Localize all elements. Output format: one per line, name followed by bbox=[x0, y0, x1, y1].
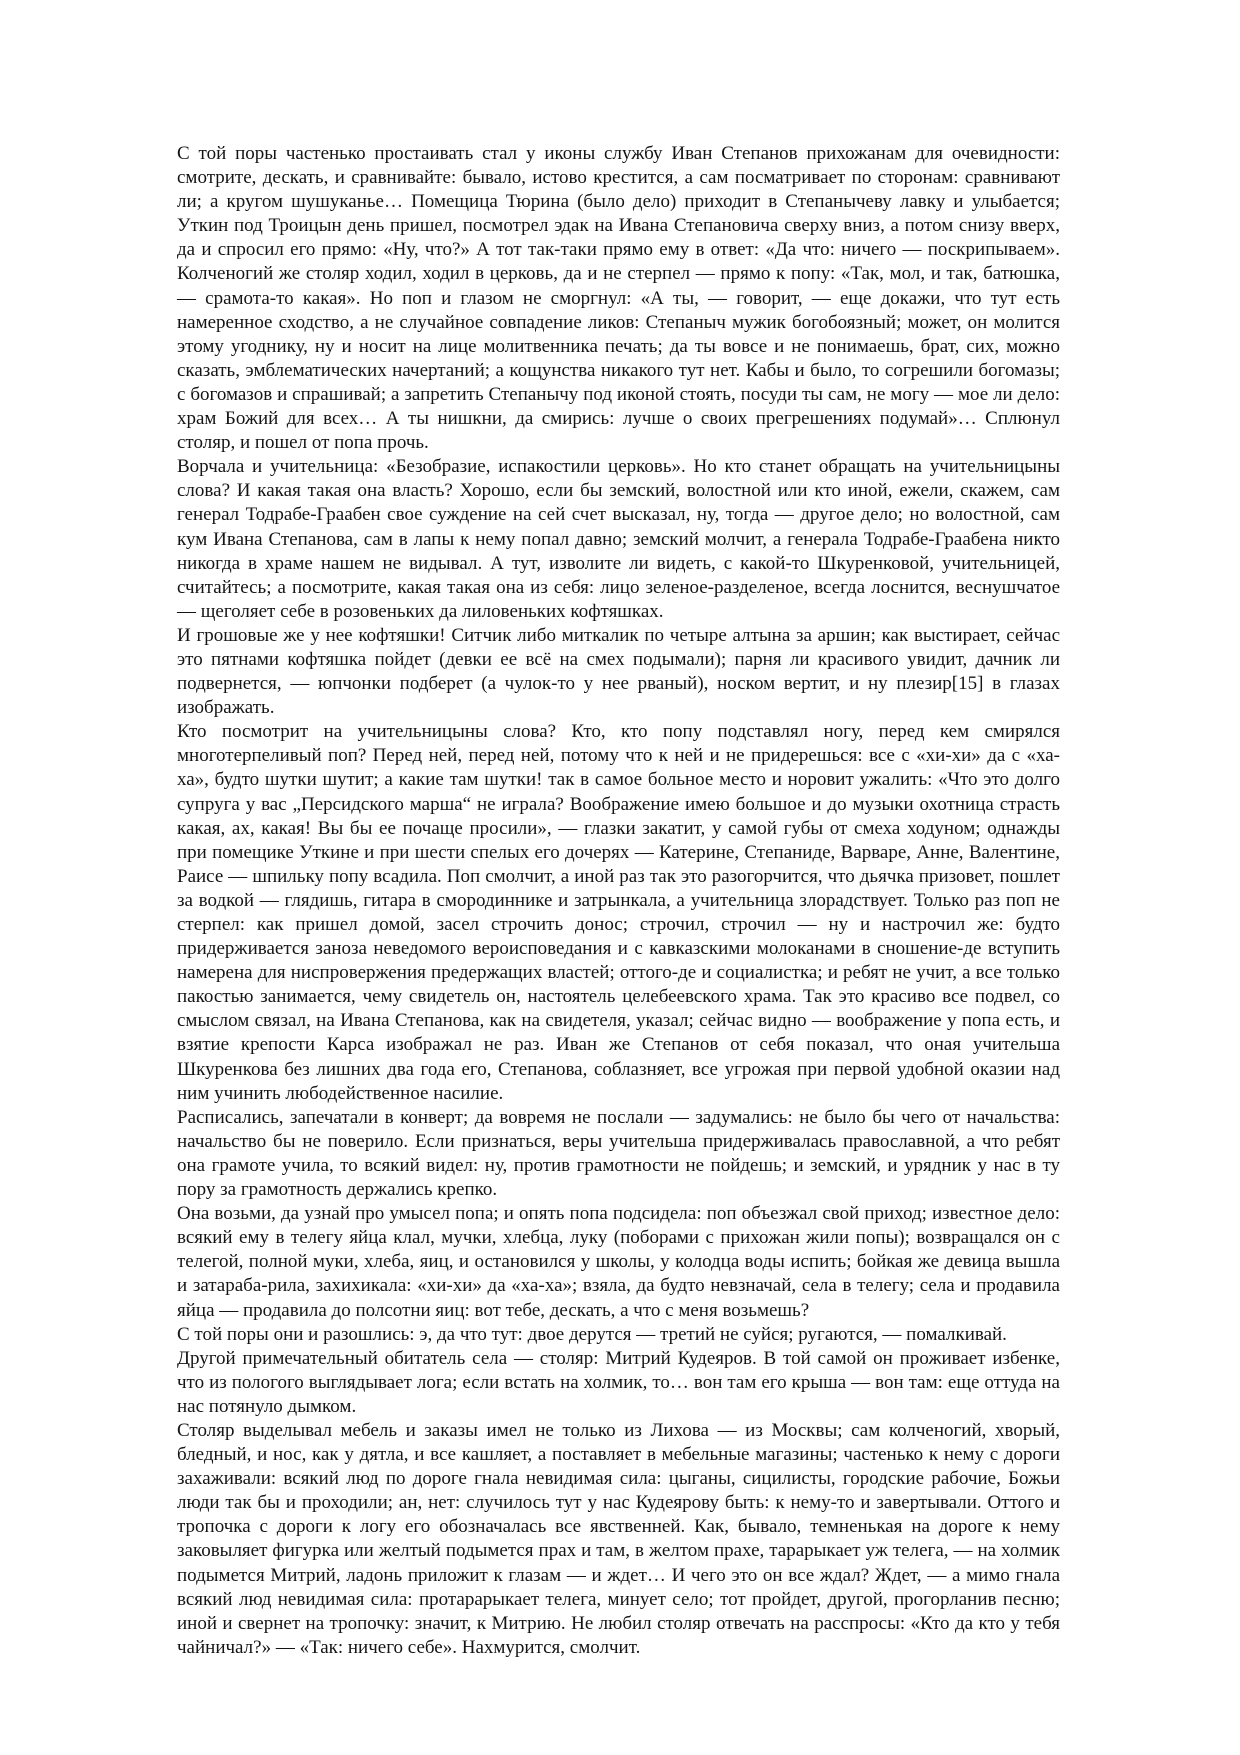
paragraph: Она возьми, да узнай про умысел попа; и опять попа подсидела: поп объезжал свой приход; известное дело: всякий ему в телегу яйца клал, мучки, хлебца, луку (поборами с прихожан жили попы); возвращался он с телегой, полной муки, хлеба, яиц, и остановился у школы, у колодца воды испить; бойкая же девица вышла и затараба-рила, захихикала: «хи-хи» да «ха-ха»; взяла, да будто невзначай, села в телегу; села и продавила яйца — продавила до полсотни яиц: вот тебе, дескать, а что с меня возьмешь? bbox=[177, 1203, 1060, 1321]
paragraph: Другой примечательный обитатель села — столяр: Митрий Кудеяров. В той самой он проживает избенке, что из пологого выглядывает лога; если встать на холмик, то… вон там его крыша — вон там: еще оттуда на нас потянуло дымком. bbox=[177, 1347, 1060, 1417]
paragraph: Кто посмотрит на учительницыны слова? Кто, кто попу подставлял ногу, перед кем смирялся многотерпеливый поп? Перед ней, перед ней, потому что к ней и не придерешься: все с «хи-хи» да с «ха-ха», будто шутки шутит; а какие там шутки! так в самое больное место и норовит ужалить: «Что это долго супруга у вас „Персидского марша“ не играла? Воображение имею большое и до музыки охотница страсть какая, ах, какая! Вы бы ее почаще просили», — глазки закатит, у самой губы от смеха ходуном; однажды при помещике Уткине и при шести спелых его дочерях — Катерине, Степаниде, Варваре, Анне, Валентине, Раисе — шпильку попу всадила. Поп смолчит, а иной раз так это разогорчится, что дьячка призовет, пошлет за водкой — глядишь, гитара в смородиннике и затрынкала, а учительница злорадствует. Только раз поп не стерпел: как пришел домой, засел строчить донос; строчил, строчил — ну и настрочил же: будто придерживается заноза неведомого вероисповедания и с кавказскими молоканами в сношение-де вступить намерена для ниспровержения предержащих властей; оттого-де и социалистка; и ребят не учит, а все только пакостью занимается, чему свидетель он, настоятель целебеевского храма. Так это красиво все подвел, со смыслом связал, на Ивана Степанова, как на свидетеля, указал; сейчас видно — воображение у попа есть, и взятие крепости Карса изображал не раз. Иван же Степанов от себя показал, что оная учительша Шкуренкова без лишних два года его, Степанова, соблазняет, все угрожая при первой удобной оказии над ним учинить любодейственное насилие. bbox=[177, 721, 1060, 1104]
paragraph: Ворчала и учительница: «Безобразие, испакостили церковь». Но кто станет обращать на учительницыны слова? И какая такая она власть? Хорошо, если бы земский, волостной или кто иной, ежели, скажем, сам генерал Тодрабе-Граабен свое суждение на сей счет высказал, ну, тогда — другое дело; но волостной, сам кум Ивана Степанова, сам в лапы к нему попал давно; земский молчит, а генерала Тодрабе-Граабена никто никогда в храме нашем не видывал. А тут, изволите ли видеть, с какой-то Шкуренковой, учительницей, считайтесь; а посмотрите, какая такая она из себя: лицо зеленое-разделеное, всегда лоснится, веснушчатое — щеголяет себе в розовеньких да лиловеньких кофтяшках. bbox=[177, 456, 1060, 622]
paragraph: С той поры они и разошлись: э, да что тут: двое дерутся — третий не суйся; ругаются, — помалкивай. bbox=[177, 1323, 1007, 1345]
document-page bbox=[177, 142, 1060, 1660]
paragraph: Расписались, запечатали в конверт; да вовремя не послали — задумались: не было бы чего от начальства: начальство бы не поверило. Если признаться, веры учительша придерживалась православной, а что ребят она грамоте учила, то всякий видел: ну, против грамотности не пойдешь; и земский, и урядник у нас в ту пору за грамотность держались крепко. bbox=[177, 1106, 1060, 1201]
paragraph: И грошовые же у нее кофтяшки! Ситчик либо миткалик по четыре алтына за аршин; как выстирает, сейчас это пятнами кофтяшка пойдет (девки ее всё на смех подымали); парня ли красивого увидит, дачник ли подвернется, — юпчонки подберет (а чулок-то у нее рваный), носком вертит, и ну плезир[15] в глазах изображать. bbox=[177, 624, 1060, 719]
paragraph: Столяр выделывал мебель и заказы имел не только из Лихова — из Москвы; сам колченогий, хворый, бледный, и нос, как у дятла, и все кашляет, а поставляет в мебельные магазины; частенько к нему с дороги захаживали: всякий люд по дороге гнала невидимая сила: цыганы, сицилисты, городские рабочие, Божьи люди так бы и проходили; ан, нет: случилось тут у нас Кудеярову быть: к нему-то и завертывали. Оттого и тропочка с дороги к логу его обозначалась все явственней. Как, бывало, темненькая на дороге к нему заковыляет фигурка или желтый подымется прах и там, в желтом прахе, тарарыкает уж телега, — на холмик подымется Митрий, ладонь приложит к глазам — и ждет… И чего это он все ждал? Ждет, — а мимо гнала всякий люд невидимая сила: протарарыкает телега, минует село; тот пройдет, другой, прогорланив песню; иной и свернет на тропочку: значит, к Митрию. Не любил столяр отвечать на расспросы: «Кто да кто у тебя чайничал?» — «Так: ничего себе». Нахмурится, смолчит. bbox=[177, 1419, 1060, 1658]
paragraph: С той поры частенько простаивать стал у иконы службу Иван Степанов прихожанам для очевидности: смотрите, дескать, и сравнивайте: бывало, истово крестится, а сам посматривает по сторонам: сравнивают ли; а кругом шушуканье… Помещица Тюрина (было дело) приходит в Степанычеву лавку и улыбается; Уткин под Троицын день пришел, посмотрел эдак на Ивана Степановича сверху вниз, а потом снизу вверх, да и спросил его прямо: «Ну, что?» А тот так-таки прямо ему в ответ: «Да что: ничего — поскрипываем». Колченогий же столяр ходил, ходил в церковь, да и не стерпел — прямо к попу: «Так, мол, и так, батюшка, — срамота-то какая». Но поп и глазом не сморгнул: «А ты, — говорит, — еще докажи, что тут есть намеренное сходство, а не случайное совпадение ликов: Степаныч мужик богобоязный; может, он молится этому угоднику, ну и носит на лице молитвенника печать; да ты вовсе и не понимаешь, брат, сих, можно сказать, эмблематических начертаний; а кощунства никакого тут нет. Кабы и было, то согрешили богомазы; с богомазов и спрашивай; а запретить Степанычу под иконой стоять, посуди ты сам, не могу — мое ли дело: храм Божий для всех… А ты нишкни, да смирись: лучше о своих прегрешениях подумай»… Сплюнул столяр, и пошел от попа прочь. bbox=[177, 143, 1060, 454]
